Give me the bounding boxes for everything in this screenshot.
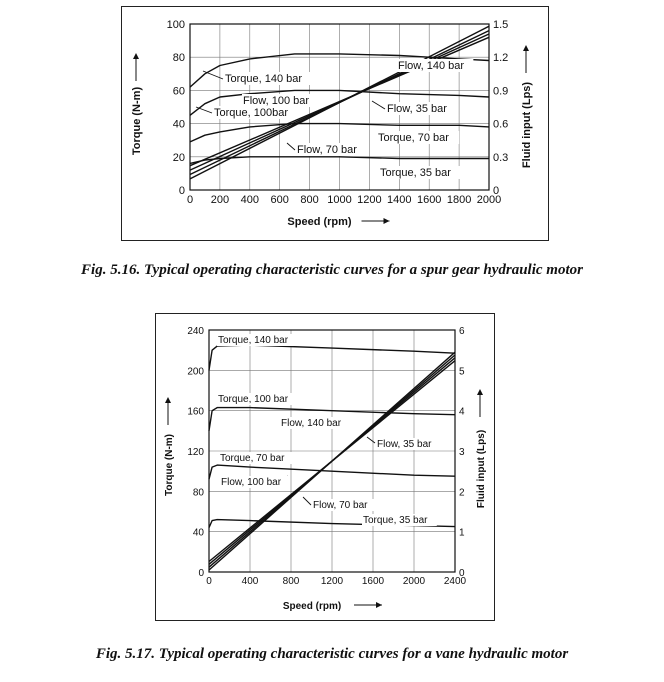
x-axis-label: Speed (rpm) (287, 216, 352, 228)
x-tick-label: 800 (300, 194, 319, 206)
y2-tick-label: 5 (459, 366, 465, 378)
y-axis-arrowhead (165, 397, 171, 403)
x-tick-label: 1600 (416, 194, 442, 206)
x-tick-label: 800 (282, 576, 300, 587)
y2-axis-label: Fluid input (Lps) (521, 81, 533, 169)
x-tick-label: 2000 (402, 576, 426, 587)
y2-tick-label: 0.6 (493, 118, 509, 131)
figure-5-17-caption: Fig. 5.17. Typical operating characteristic curves for a vane hydraulic motor (95, 646, 569, 662)
y2-tick-label: 1.2 (493, 52, 509, 65)
y-tick-label: 0 (178, 185, 185, 197)
y2-axis-label: Fluid input (Lps) (476, 429, 487, 509)
y2-tick-label: 1 (459, 527, 465, 539)
annotation-label: Flow, 35 bar (377, 439, 432, 450)
x-tick-label: 1400 (387, 194, 412, 206)
y-tick-label: 80 (192, 487, 204, 499)
y2-tick-label: 1.5 (493, 19, 509, 31)
x-tick-label: 1000 (327, 194, 352, 206)
y-tick-label: 160 (187, 406, 204, 418)
annotation-label: Flow, 140 bar (281, 418, 342, 429)
y-tick-label: 120 (187, 447, 204, 458)
y-tick-label: 60 (172, 85, 185, 98)
figure-5-16-caption: Fig. 5.16. Typical operating characteristic curves for a spur gear hydraulic motor (81, 262, 583, 278)
y-tick-label: 100 (166, 19, 185, 31)
annotation-label: Torque, 35 bar (363, 515, 428, 526)
annotation-label: Torque, 70 bar (378, 132, 449, 144)
y2-axis-arrowhead (477, 389, 483, 395)
annotation-leader (367, 437, 375, 443)
x-tick-label: 1600 (361, 576, 385, 587)
x-tick-label: 200 (210, 194, 230, 206)
x-tick-label: 1200 (320, 576, 344, 587)
y-axis-label: Torque (N-m) (131, 86, 143, 156)
x-axis-label: Speed (rpm) (282, 601, 342, 612)
y-axis-label: Torque (N-m) (164, 433, 175, 497)
y2-tick-label: 0 (493, 185, 500, 197)
y-tick-label: 200 (187, 366, 204, 378)
x-tick-label: 0 (186, 194, 194, 206)
x-tick-label: 2000 (476, 194, 502, 206)
y2-tick-label: 4 (459, 406, 465, 418)
y2-tick-label: 3 (459, 447, 465, 458)
x-tick-label: 600 (270, 194, 289, 206)
annotation-label: Flow, 35 bar (387, 103, 447, 115)
y-tick-label: 80 (172, 52, 185, 65)
annotation-label: Torque, 140 bar (218, 335, 289, 346)
annotation-label: Flow, 100 bar (221, 477, 282, 488)
y2-tick-label: 0 (459, 568, 465, 579)
annotation-label: Flow, 140 bar (398, 60, 465, 72)
annotation-label: Flow, 70 bar (313, 500, 368, 511)
y-tick-label: 240 (187, 326, 204, 337)
annotation-label: Flow, 70 bar (297, 144, 357, 156)
annotation-label: Flow, 100 bar (243, 95, 310, 107)
annotation-label: Torque, 100bar (214, 107, 288, 119)
x-tick-label: 0 (206, 576, 212, 587)
x-tick-label: 400 (240, 194, 259, 206)
y2-tick-label: 6 (459, 326, 465, 337)
x-tick-label: 400 (241, 576, 259, 587)
y2-tick-label: 2 (459, 487, 465, 499)
y-tick-label: 0 (198, 568, 204, 579)
y-tick-label: 40 (192, 527, 204, 539)
annotation-leader (303, 497, 311, 505)
y-tick-label: 20 (172, 151, 185, 164)
x-axis-arrowhead (376, 602, 382, 608)
annotation-label: Torque, 100 bar (218, 394, 289, 405)
annotation-label: Torque, 70 bar (220, 453, 285, 464)
y2-tick-label: 0.3 (493, 151, 509, 164)
y2-tick-label: 0.9 (493, 85, 509, 98)
annotation-label: Torque, 140 bar (225, 73, 303, 85)
x-tick-label: 2400 (443, 576, 467, 587)
y-tick-label: 40 (172, 118, 185, 131)
annotation-label: Torque, 35 bar (380, 167, 451, 179)
x-tick-label: 1200 (357, 194, 382, 206)
x-tick-label: 1800 (446, 194, 472, 206)
